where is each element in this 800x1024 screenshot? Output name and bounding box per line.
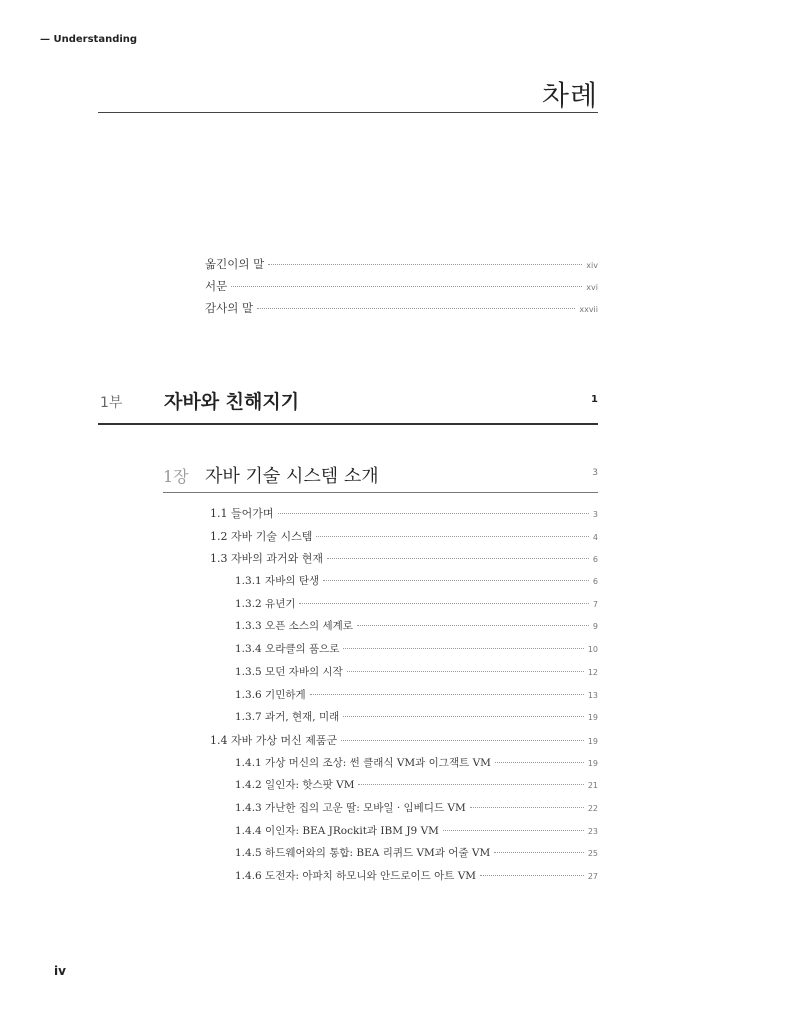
chapter-rule xyxy=(163,492,598,493)
toc-entry[interactable] xyxy=(210,528,598,551)
toc-entry-page: 19 xyxy=(587,758,598,768)
title-rule xyxy=(98,112,598,113)
dot-leader xyxy=(323,580,589,581)
toc-entry[interactable] xyxy=(210,755,598,778)
toc-entry-label: 감사의 말 xyxy=(205,301,254,315)
toc-entry-page: 27 xyxy=(587,872,598,881)
toc-entry[interactable] xyxy=(210,687,598,710)
toc-entry[interactable] xyxy=(210,618,598,641)
toc-entry[interactable] xyxy=(210,709,598,732)
toc-entry[interactable] xyxy=(210,732,598,755)
dot-leader xyxy=(268,264,582,265)
running-head: — Understanding xyxy=(40,34,138,45)
toc-entry[interactable] xyxy=(210,505,598,528)
toc-entry-page: 21 xyxy=(587,781,598,791)
dot-leader xyxy=(327,558,589,559)
toc-entry-label: 1.3.4 오라클의 품으로 xyxy=(235,643,340,656)
part-number: 1부 xyxy=(100,395,123,411)
dot-leader xyxy=(343,648,583,649)
front-matter-list xyxy=(205,256,598,322)
toc-entry-page: 4 xyxy=(592,532,598,542)
toc-entry-page: 10 xyxy=(587,645,598,655)
dot-leader xyxy=(357,625,589,626)
dot-leader xyxy=(347,671,584,672)
toc-entry[interactable] xyxy=(205,256,598,278)
chapter-title: 자바 기술 시스템 소개 xyxy=(205,466,379,487)
part-heading[interactable] xyxy=(98,386,598,422)
toc-entry-page: 23 xyxy=(587,826,598,836)
toc-entry-label: 1.4 자바 가상 머신 제품군 xyxy=(210,733,338,747)
dot-leader xyxy=(310,694,584,695)
dot-leader xyxy=(257,308,575,309)
dot-leader xyxy=(278,513,589,514)
toc-entry-label: 1.3.3 오픈 소스의 세계로 xyxy=(235,620,353,633)
toc-entry[interactable] xyxy=(210,800,598,823)
dot-leader xyxy=(231,286,582,287)
toc-entry-label: 1.4.2 일인자: 핫스팟 VM xyxy=(235,779,355,792)
toc-entry[interactable] xyxy=(210,596,598,619)
toc-entry-label: 1.4.5 하드웨어와의 통합: BEA 리퀴드 VM과 어줄 VM xyxy=(235,847,491,860)
dot-leader xyxy=(316,536,589,537)
toc-entry[interactable] xyxy=(205,300,598,322)
toc-entry[interactable] xyxy=(210,550,598,573)
toc-entry-label: 옮긴이의 말 xyxy=(205,257,265,271)
toc-entry-label: 서문 xyxy=(205,279,228,293)
toc-entry[interactable] xyxy=(210,641,598,664)
chapter-heading[interactable] xyxy=(163,462,598,490)
chapter-page: 3 xyxy=(592,468,598,478)
toc-entry[interactable] xyxy=(210,868,598,891)
toc-entry-label: 1.4.3 가난한 집의 고운 딸: 모바일 · 임베디드 VM xyxy=(235,801,466,814)
toc-entry[interactable] xyxy=(210,664,598,687)
chapter-number: 1장 xyxy=(163,467,189,486)
toc-entry-page: xvi xyxy=(586,283,598,292)
toc-entry-page: 12 xyxy=(587,667,598,677)
dot-leader xyxy=(480,875,584,876)
toc-entry[interactable] xyxy=(210,573,598,596)
toc-entry-page: 6 xyxy=(592,577,598,587)
toc-entry-label: 1.3 자바의 과거와 현재 xyxy=(210,552,323,566)
part-title: 자바와 친해지기 xyxy=(164,391,300,413)
toc-entry-page: 6 xyxy=(592,555,598,565)
toc-entry[interactable] xyxy=(210,823,598,846)
toc-entry-label: 1.3.6 기민하게 xyxy=(235,688,306,701)
toc-entry-label: 1.3.2 유년기 xyxy=(235,597,296,610)
toc-entry-page: 7 xyxy=(592,599,598,609)
dot-leader xyxy=(443,830,584,831)
toc-entry-page: 9 xyxy=(592,622,598,632)
dot-leader xyxy=(495,762,584,763)
toc-entry-label: 1.4.6 도전자: 아파치 하모니와 안드로이드 아트 VM xyxy=(235,870,477,882)
toc-entry[interactable] xyxy=(205,278,598,300)
toc-entry-label: 1.4.1 가상 머신의 조상: 썬 클래식 VM과 이그잭트 VM xyxy=(235,756,491,769)
toc-entry[interactable] xyxy=(210,845,598,868)
toc-entry-page: 3 xyxy=(592,510,598,519)
dot-leader xyxy=(494,852,584,853)
toc-entry-page: 19 xyxy=(587,736,598,746)
dot-leader xyxy=(343,716,584,717)
part-rule xyxy=(98,423,598,425)
toc-entry-page: 22 xyxy=(587,803,598,813)
toc-entry-page: 13 xyxy=(587,690,598,700)
dot-leader xyxy=(341,740,584,741)
toc-entry[interactable] xyxy=(210,777,598,800)
toc-entry-label: 1.4.4 이인자: BEA JRockit과 IBM J9 VM xyxy=(235,824,439,837)
toc-entry-page: xxvii xyxy=(579,305,598,314)
toc-entry-label: 1.1 들어가며 xyxy=(210,507,274,520)
toc-entry-page: xiv xyxy=(586,261,598,270)
page-number: iv xyxy=(54,964,66,978)
dot-leader xyxy=(358,784,583,785)
toc-entry-label: 1.2 자바 기술 시스템 xyxy=(210,529,313,543)
toc-entry-page: 25 xyxy=(587,849,598,859)
toc-entry-label: 1.3.1 자바의 탄생 xyxy=(235,575,320,588)
part-page: 1 xyxy=(591,394,598,405)
dot-leader xyxy=(299,603,588,604)
dot-leader xyxy=(470,807,584,808)
chapter-toc xyxy=(210,505,598,891)
toc-entry-page: 19 xyxy=(587,713,598,723)
toc-entry-label: 1.3.7 과거, 현재, 미래 xyxy=(235,711,340,724)
toc-entry-label: 1.3.5 모던 자바의 시작 xyxy=(235,665,343,678)
page-title: 차례 xyxy=(541,79,598,112)
